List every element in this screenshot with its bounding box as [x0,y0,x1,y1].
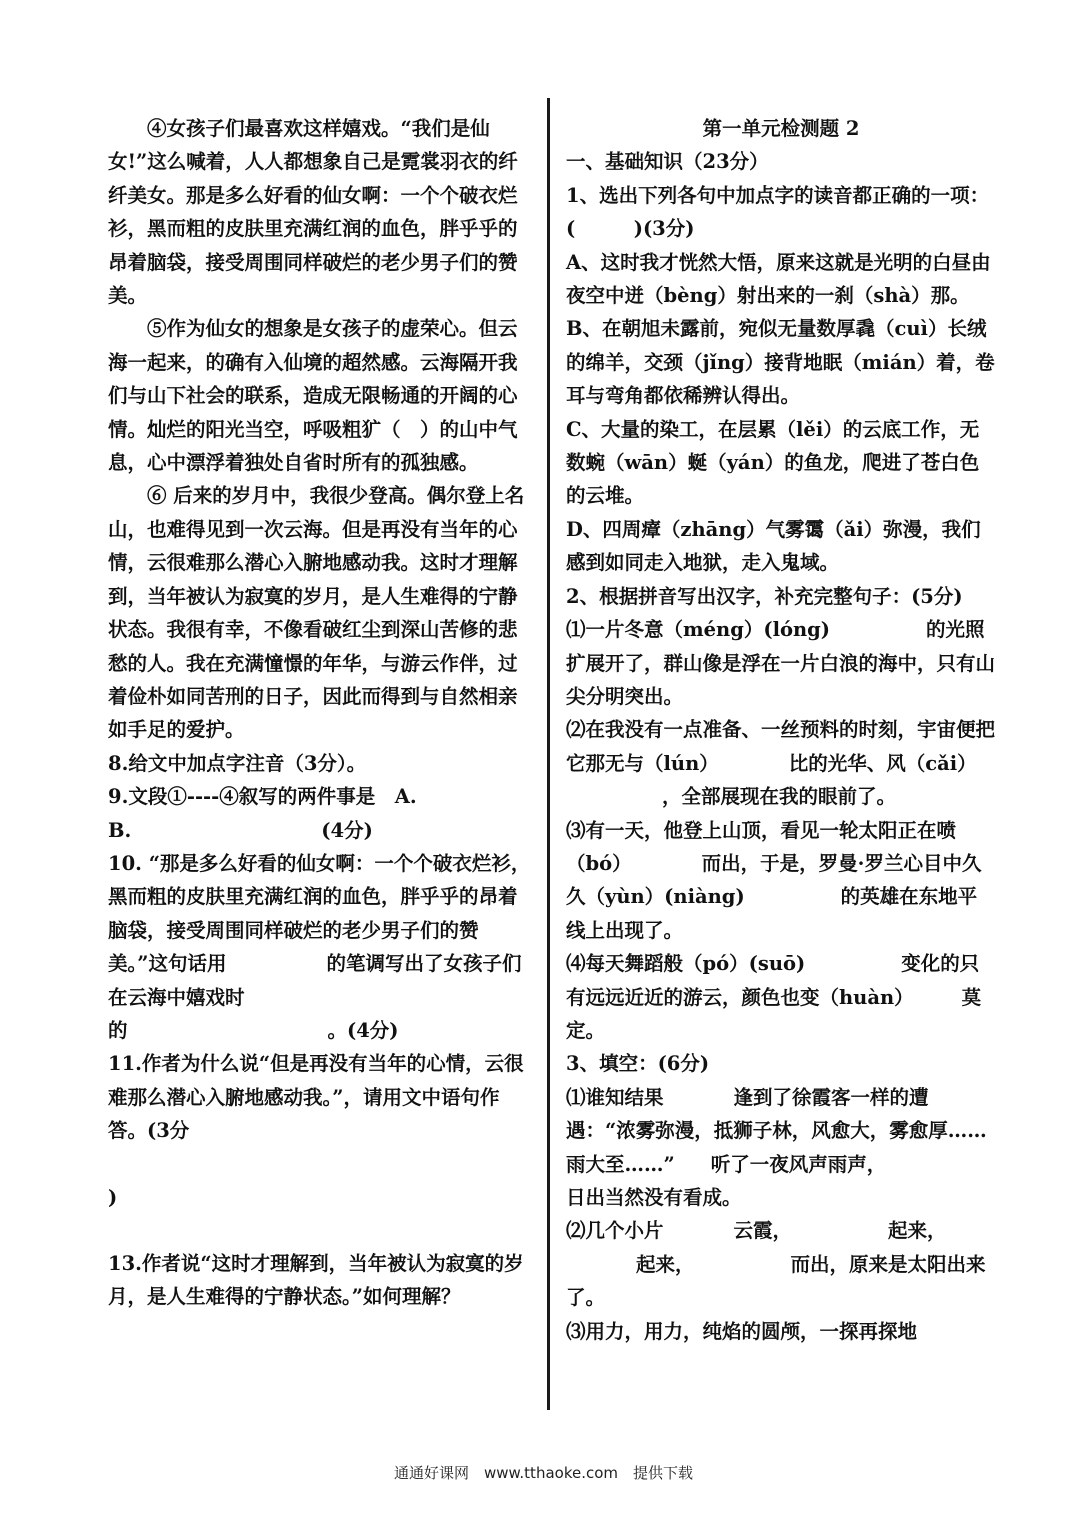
question-13: 13.作者说“这时才理解到，当年被认为寂寞的岁月，是人生难得的宁静状态。”如何理解？ [108,1252,524,1309]
question-10-mid: 的笔调写出了女孩子们在云海中嬉戏时 [108,952,522,1009]
question-2-item-3 [566,814,996,948]
question-2-item-4 [566,947,996,1047]
question-9-score: (4分) [321,818,373,842]
question-10 [108,847,536,1014]
right-column [566,112,996,1348]
question-2: 2、根据拼音写出汉字，补充完整句子：(5分) [566,584,963,608]
question-3-item-1 [566,1081,996,1215]
question-1-option-d: D、四周瘴（zhāng）气雾霭（ǎi）弥漫，我们感到如同走入地狱，走入鬼域。 [566,517,981,575]
paragraph-4: ④女孩子们最喜欢这样嬉戏。“我们是仙女!”这么喊着，人人都想象自己是霓裳羽衣的纤纤美女。那是多么好看的仙女啊：一个个破衣烂衫，黑而粗的皮肤里充满红润的血色，胖乎乎的昂着脑袋，接受周围同样破烂的老少男子们的赞美。 [108,117,518,308]
q2-4-prefix: ⑷每天舞蹈般（pó）(suō) [566,952,806,976]
question-2-item-1 [566,613,996,713]
q2-4-suffix: 莫定。 [566,985,982,1042]
question-3-item-3: ⑶用力，用力，纯焰的圆颅，一探再探地 [566,1319,918,1343]
q2-2-prefix: ⑵在我没有一点准备、一丝预料的时刻，宇宙便把它那无与（lún） [566,718,996,775]
question-10-end [108,1014,536,1047]
question-9-a: 9.文段①----④叙写的两件事是 A. [108,785,417,809]
q3-2-a: ⑵几个小片 [566,1219,664,1243]
question-1-option-b: B、在朝旭未露前，宛似无量数厚毳（cuì）长绒的绵羊，交颈（jǐng）接背地眠（mián）着，卷耳与弯角都依稀辨认得出。 [566,317,995,408]
paragraph-6: ⑥ 后来的岁月中，我很少登高。偶尔登上名山，也难得见到一次云海。但是再没有当年的心情，云很难那么潜心入腑地感动我。这时才理解到，当年被认为寂寞的岁月，是人生难得的宁静状态。我很有幸，不像看破红尘到深山苦修的悲愁的人。我在充满憧憬的年华，与游云作伴，过着俭朴如同苦刑的日子，因此而得到与自然相亲如手足的爱护。 [108,484,525,742]
q3-2-c: 起来， [888,1219,947,1243]
q2-1-prefix: ⑴一片冬意（méng）(lóng) [566,618,831,642]
q3-1-c: 听了一夜风声雨声， [710,1152,887,1176]
question-1: 1、选出下列各句中加点字的读音都正确的一项：( )(3分) [566,183,990,241]
question-1-option-a: A、这时我才恍然大悟，原来这就是光明的白昼由夜空中迸（bèng）射出来的一刹（shà）那。 [566,250,991,308]
q3-2-d: 起来， [636,1252,695,1276]
section-1-heading: 一、基础知识（23分） [566,150,769,174]
question-10-end-a: 的 [108,1018,128,1042]
question-9-b [108,814,536,847]
q2-3-middle: 而出，于是，罗曼·罗兰心目中久久（yùn）(niàng) [566,851,982,909]
question-1-option-c: C、大量的染工，在层累（lěi）的云底工作，无数蜿（wān）蜒（yán）的鱼龙，爬进了苍白色的云堆。 [566,417,980,508]
test-title: 第一单元检测题 2 [702,117,860,140]
q3-2-e: 而出，原来是太阳出来了。 [566,1252,986,1310]
q2-3-suffix: 的英雄在东地平线上出现了。 [566,885,978,942]
q3-1-d: 日出当然没有看成。 [566,1186,742,1209]
question-11-close: ) [108,1185,118,1209]
question-11: 11.作者为什么说“但是再没有当年的心情，云很难那么潜心入腑地感动我。”，请用文中语句作答。(3分 [108,1052,524,1143]
question-10-end-b: 。(4分) [327,1018,399,1042]
question-3: 3、填空：(6分) [566,1052,710,1076]
left-column [108,112,536,1314]
question-2-item-2 [566,713,996,813]
q3-1-a: ⑴谁知结果 [566,1085,664,1109]
q2-2-suffix: ，全部展现在我的眼前了。 [662,785,897,809]
question-3-item-2 [566,1214,996,1314]
q2-4-middle: 变化的只有远远近近的游云，颜色也变（huàn） [566,952,980,1009]
q2-2-middle: 比的光华、风（cǎi） [788,751,977,775]
question-8: 8.给文中加点字注音（3分）。 [108,751,367,775]
q2-3-prefix: ⑶有一天，他登上山顶，看见一轮太阳正在喷（bó） [566,818,957,875]
paragraph-5: ⑤作为仙女的想象是女孩子的虚荣心。但云海一起来，的确有入仙境的超然感。云海隔开我们与山下社会的联系，造成无限畅通的开阔的心情。灿烂的阳光当空，呼吸粗犷（ ）的山中气息，心中漂浮着独处自省时所有的孤独感。 [108,317,518,475]
q3-2-b: 云霞， [733,1219,793,1243]
column-divider [547,98,550,1410]
q2-1-suffix: 的光照扩展开了，群山像是浮在一片白浪的海中，只有山尖分明突出。 [566,618,996,708]
question-9-b-label: B. [108,818,132,842]
q3-1-b: 逢到了徐霞客一样的遭遇：“浓雾弥漫，抵狮子林，风愈大，雾愈厚……雨大至……” [566,1085,987,1176]
question-10-text: 10. “那是多么好看的仙女啊：一个个破衣烂衫，黑而粗的皮肤里充满红润的血色，胖乎乎的昂着脑袋，接受周围同样破烂的老少男子们的赞美。”这句话用 [108,851,531,976]
footer-source: 通通好课网 www.tthaoke.com 提供下载 [393,1464,694,1482]
